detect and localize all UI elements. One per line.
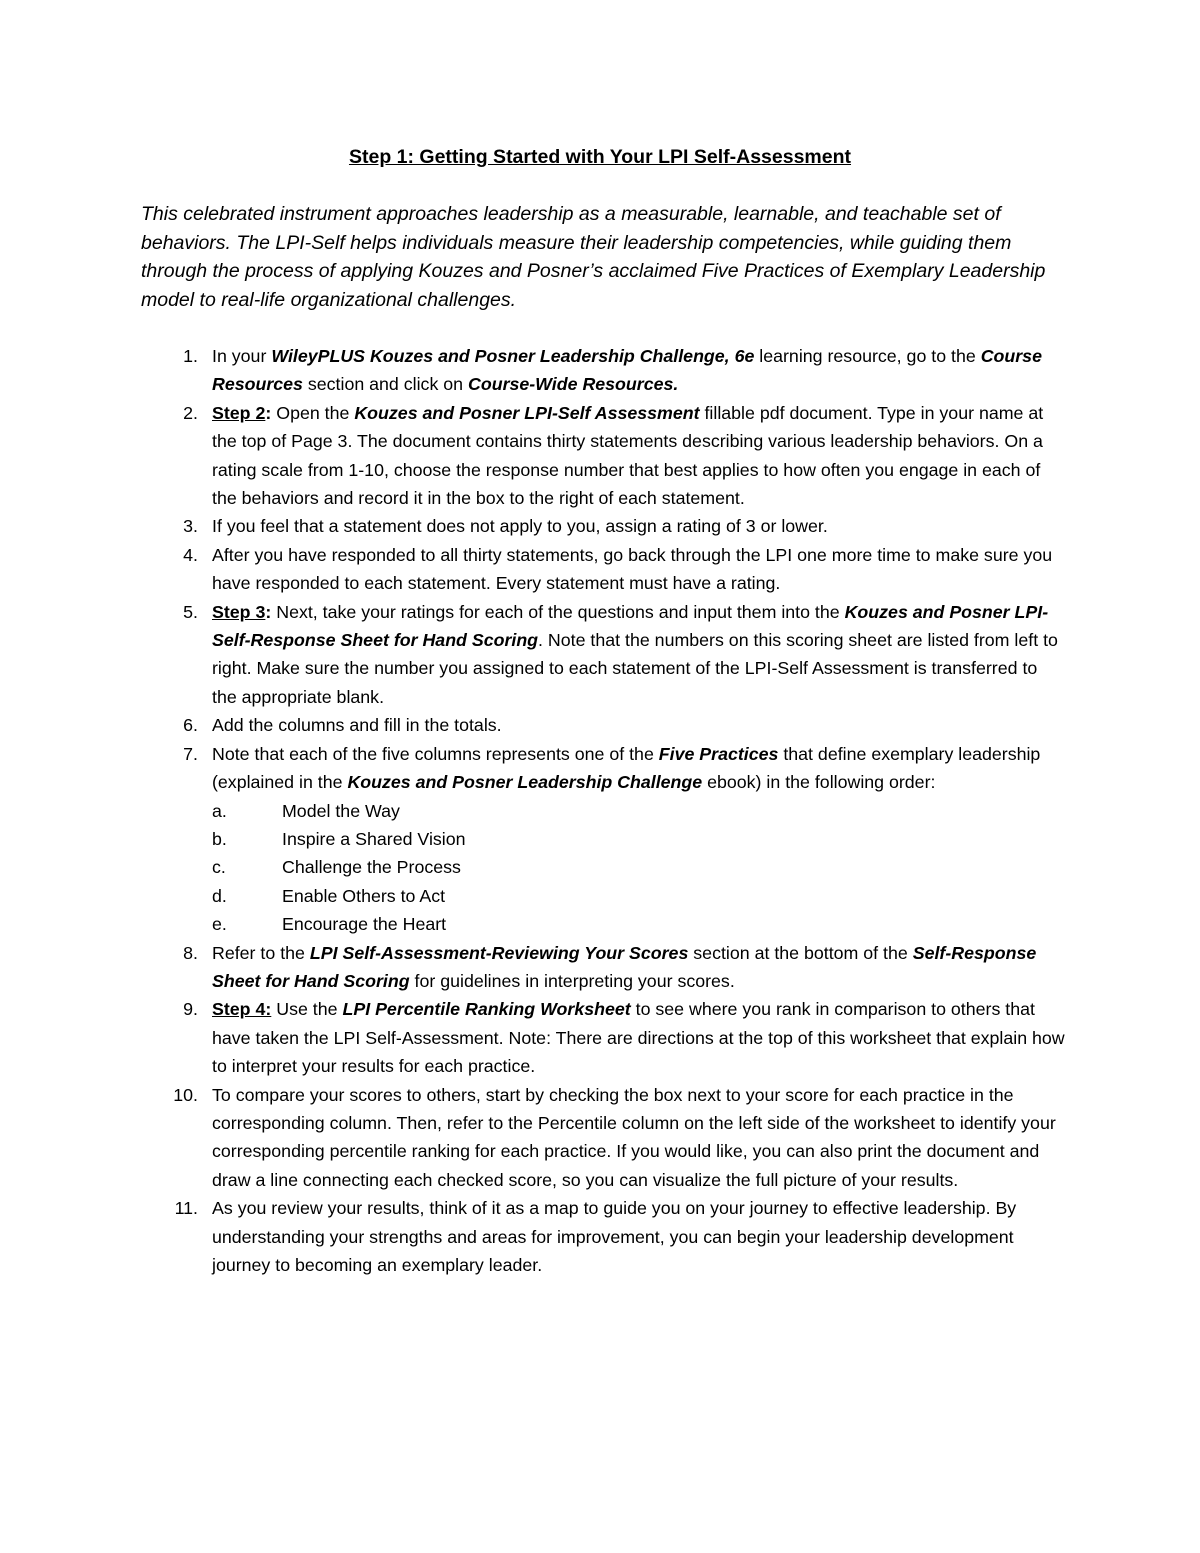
- emphasized-text: WileyPLUS Kouzes and Posner Leadership Challenge, 6e: [271, 346, 755, 366]
- list-item-text: In your WileyPLUS Kouzes and Posner Leadership Challenge, 6e learning resource, go to the Course Resources section and click on Course-Wide Resources.: [212, 346, 1042, 395]
- sub-list-item-letter: d.: [212, 885, 227, 906]
- list-item: [141, 342, 1066, 399]
- sub-list-item-text: Inspire a Shared Vision: [282, 828, 466, 849]
- list-item-number: 1.: [183, 346, 198, 366]
- list-item-text: Step 2: Open the Kouzes and Posner LPI-Self Assessment fillable pdf document. Type in your name at the top of Page 3. The document contains thirty statements describing various leadership behaviors. On a rating scale from 1-10, choose the response number that best applies to how often you engage in each of the behaviors and record it in the box to the right of each statement.: [212, 402, 1044, 509]
- emphasized-text: Step 4:: [212, 999, 272, 1020]
- sub-list-item: [141, 882, 1066, 910]
- sub-list-item: [141, 910, 1066, 938]
- sub-list-item-text: Challenge the Process: [282, 857, 461, 878]
- sub-list-item-text: Enable Others to Act: [282, 885, 446, 906]
- list-item-number: 6.: [183, 715, 198, 736]
- list-item-text: To compare your scores to others, start by checking the box next to your score for each practice in the corresponding column. Then, refer to the Percentile column on the left side of the worksheet to identify your corresponding percentile ranking for each practice. If you would like, you can also print the document and draw a line connecting each checked score, so you can visualize the full picture of your results.: [212, 1084, 1056, 1190]
- intro-paragraph: This celebrated instrument approaches leadership as a measurable, learnable, and teachable set of behaviors. The LPI-Self helps individuals measure their leadership competencies, while guiding them through the process of applying Kouzes and Posner’s acclaimed Five Practices of Exemplary Leadership model to real-life organizational challenges.: [141, 203, 1046, 311]
- list-item-text: If you feel that a statement does not apply to you, assign a rating of 3 or lower.: [212, 516, 828, 537]
- emphasized-text: Self-Response Sheet for Hand Scoring: [212, 942, 1037, 991]
- sub-list-item: [141, 853, 1066, 881]
- sub-list-item-text: Encourage the Heart: [282, 914, 447, 935]
- emphasized-text: LPI Self-Assessment-Reviewing Your Scores: [309, 942, 689, 963]
- emphasized-text: Five Practices: [658, 743, 779, 764]
- emphasized-text: Course-Wide Resources.: [468, 374, 679, 395]
- emphasized-text: Step 2: [212, 402, 266, 423]
- list-item: [141, 598, 1066, 712]
- list-item-number: 5.: [183, 601, 198, 622]
- emphasized-text: Kouzes and Posner LPI-Self Assessment: [354, 402, 700, 423]
- list-item-text: After you have responded to all thirty statements, go back through the LPI one more time to make sure you have responded to each statement. Every statement must have a rating.: [212, 544, 1053, 594]
- list-item-number: 11.: [174, 1198, 198, 1219]
- list-item-number: 3.: [183, 516, 198, 537]
- list-item-number: 4.: [183, 544, 198, 565]
- list-item-text: Note that each of the five columns represents one of the Five Practices that define exemplary leadership (explained in the Kouzes and Posner Leadership Challenge ebook) in the following order:: [212, 743, 1041, 793]
- list-item-number: 7.: [183, 743, 198, 764]
- list-item-number: 10.: [173, 1084, 198, 1105]
- sub-list-item: [141, 825, 1066, 853]
- list-item: [141, 399, 1066, 513]
- list-item-text: Step 3: Next, take your ratings for each of the questions and input them into the Kouzes and Posner LPI- Self-Response Sheet for Hand Scoring. Note that the numbers on this scoring sheet are listed from left to right. Make sure the number you assigned to each statement of the LPI-Self Assessment is transferred to the appropriate blank.: [212, 601, 1058, 707]
- list-item-text: Refer to the LPI Self-Assessment-Reviewing Your Scores section at the bottom of the Self-Response Sheet for Hand Scoring for guidelines in interpreting your scores.: [212, 942, 1037, 991]
- list-item: [141, 541, 1066, 598]
- emphasized-text: Step 3: [212, 601, 266, 622]
- emphasized-text: Kouzes and Posner Leadership Challenge: [347, 772, 703, 793]
- page-title: Step 1: Getting Started with Your LPI Self-Assessment: [348, 146, 852, 168]
- list-item-text: Add the columns and fill in the totals.: [212, 715, 502, 736]
- list-item-number: 9.: [183, 999, 198, 1020]
- list-item: [141, 711, 1066, 739]
- emphasized-text: Course Resources: [212, 346, 1042, 395]
- emphasized-text: :: [265, 601, 272, 622]
- list-item-text: As you review your results, think of it as a map to guide you on your journey to effective leadership. By understanding your strengths and areas for improvement, you can begin your leadership development journey to becoming an exemplary leader.: [212, 1198, 1017, 1275]
- list-item-text: Step 4: Use the LPI Percentile Ranking Worksheet to see where you rank in comparison to others that have taken the LPI Self-Assessment. Note: There are directions at the top of this worksheet that explain how to interpret your results for each practice.: [212, 999, 1065, 1077]
- list-item: [141, 1194, 1066, 1279]
- list-item: [141, 995, 1066, 1080]
- sub-list-item: [141, 797, 1066, 825]
- list-item: [141, 740, 1066, 797]
- sub-list-item-text: Model the Way: [282, 800, 400, 821]
- sub-list-item-letter: b.: [212, 828, 227, 849]
- list-item: [141, 512, 1066, 540]
- emphasized-text: LPI Percentile Ranking Worksheet: [342, 999, 631, 1020]
- sub-list-item-letter: c.: [212, 857, 226, 878]
- instructions-list: [141, 342, 1066, 1279]
- sub-list-item-letter: e.: [212, 914, 227, 935]
- emphasized-text: :: [265, 402, 272, 423]
- list-item-number: 2.: [183, 402, 198, 423]
- sub-list-item-letter: a.: [212, 800, 227, 821]
- list-item: [141, 1081, 1066, 1195]
- list-item: [141, 939, 1066, 996]
- emphasized-text: Kouzes and Posner LPI- Self-Response Sheet for Hand Scoring: [212, 601, 1049, 651]
- list-item-number: 8.: [183, 942, 198, 963]
